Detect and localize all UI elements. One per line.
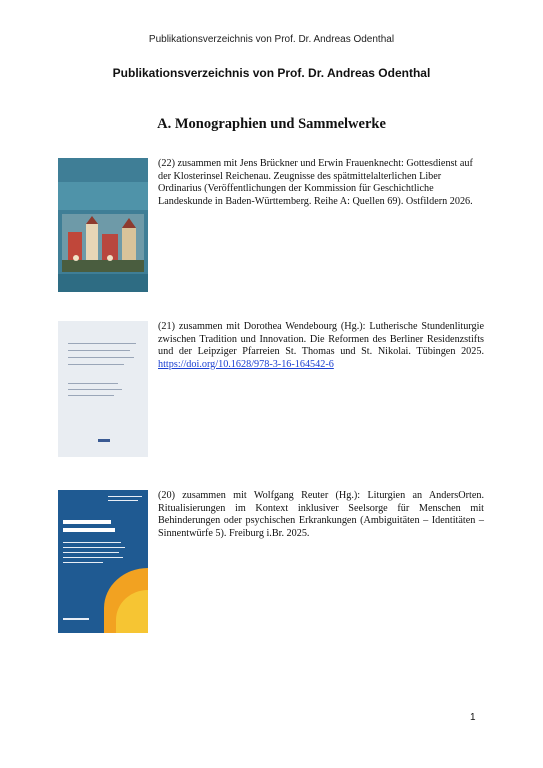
book-cover-image	[58, 321, 148, 457]
entry-text	[158, 321, 484, 371]
page-number: 1	[470, 712, 476, 723]
book-cover-image	[58, 490, 148, 633]
entry-text: (22) zusammen mit Jens Brückner und Erwin Frauenknecht: Gottesdienst auf der Klosterinsel Reichenau. Zeugnisse des spätmittelalterlichen Liber Ordinarius (Veröffentlichungen der Kommission für Geschichtliche Landeskunde in Baden-Württemberg. Reihe A: Quellen 69). Ostfildern 2026.	[158, 158, 473, 207]
entry-text: (20) zusammen mit Wolfgang Reuter (Hg.): Liturgien an AndersOrten. Ritualisierungen im Kontext inklusiver Seelsorge für Menschen mit Behinderungen oder psychischen Erkrankungen (Ambiguitäten – Identitäten – Sinnentwürfe 5). Freiburg i.Br. 2025.	[158, 490, 484, 539]
entry-description: (21) zusammen mit Dorothea Wendebourg (Hg.): Lutherische Stundenliturgie zwischen Tradition und Innovation. Die Reformen des Berliner Residenzstifts und der Leipziger Pfarreien St. Thomas und St. Nikolai. Tübingen 2025.	[158, 321, 484, 358]
running-header: Publikationsverzeichnis von Prof. Dr. Andreas Odenthal	[148, 34, 395, 45]
doi-link[interactable]: https://doi.org/10.1628/978-3-16-164542-6	[158, 358, 334, 370]
document-title: Publikationsverzeichnis von Prof. Dr. Andreas Odenthal	[112, 66, 431, 80]
section-heading: A. Monographien und Sammelwerke	[157, 116, 386, 132]
book-cover-image	[58, 158, 148, 292]
